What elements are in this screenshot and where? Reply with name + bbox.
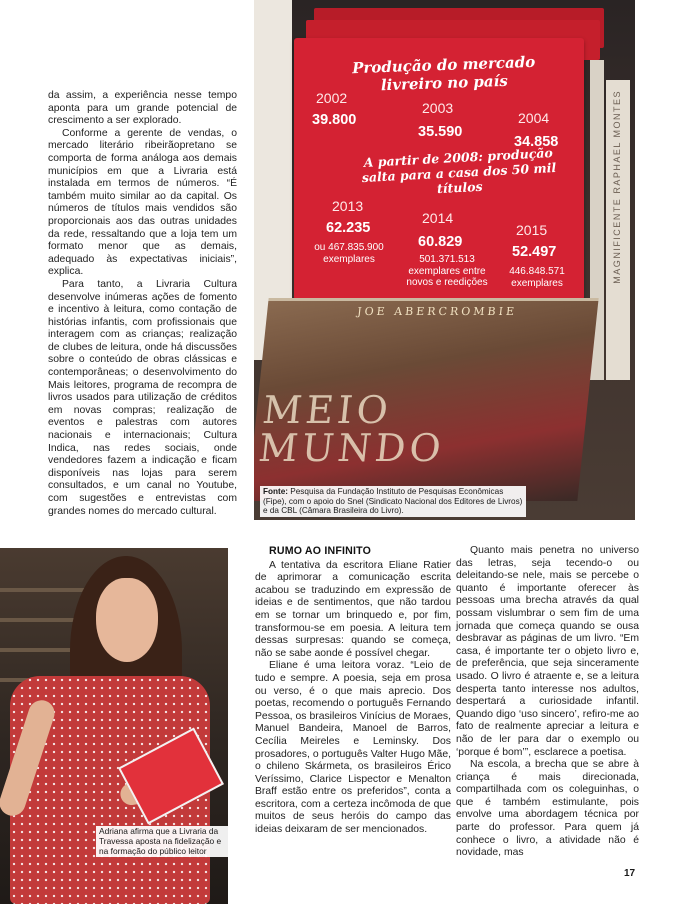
paragraph: Na escola, a brecha que se abre à criança é mais direcionada, compartilhada com os coleguinhas, o que é também estimulante, pois envolve uma abordagem técnica por parte do professor. Para quem já conhece o livro, a atividade não é novidade, mas [456,759,639,859]
infographic-panel [294,38,584,300]
spine-text: MAGNIFICENTE RAPHAEL MONTES [612,90,622,284]
infographic-caption [260,486,526,517]
section-heading: RUMO AO INFINITO [269,545,372,557]
books-infographic-photo [254,0,635,520]
infographic-title: Produção do mercado livreiro no país [351,52,536,95]
year-label: 2013 [332,198,364,214]
novel-author: JOE ABERCROMBIE [356,305,518,318]
page-number: 17 [624,868,636,879]
year-label: 2003 [422,100,454,116]
year-value: 52.497 [512,244,557,260]
novel-cover [254,298,599,501]
paragraph: A tentativa da escritora Eliane Ratier de aprimorar a comunicação escrita acabou se traduzindo em expressão de ideias e de sentimentos, que não tardou em se tornar um brinquedo e, por fim, transformou-se em poesia. A leitura tem dessas surpresas: quando se começa, não se sabe aonde é possível chegar. [255,559,451,659]
year-value: 60.829 [418,234,463,250]
caption-label: Fonte: [263,487,289,496]
book-spine [606,80,630,380]
face [96,578,158,662]
portrait-photo [0,548,228,904]
year-subtext: ou 467.835.900 exemplares [314,242,384,265]
year-value: 62.235 [326,220,371,236]
year-label: 2004 [518,110,550,126]
paragraph: Conforme a gerente de vendas, o mercado literário ribeirãopretano se comporta de forma análoga aos demais municípios em que a Livraria está instalada em termos de números. “É também muito similar ao da capital. Os números de títulos mais vendidos são proporcionais aos das outras unidades da rede, ressaltando que a loja tem um formato menor que as demais, adequado às expectativas iniciais”, explica. [48,127,237,278]
caption-text: Pesquisa da Fundação Instituto de Pesquisas Econômicas (Fipe), com o apoio do Snel (Sindicato Nacional dos Editores de Livros) e da CBL (Câmara Brasileira do Livro). [263,487,523,516]
paragraph: Quanto mais penetra no universo das letras, seja tecendo-o ou deleitando-se nele, mais se percebe o quanto é importante oferecer às pessoas uma brecha através da qual possam vislumbrar o sem fim de uma jornada que começa quando se ousa desbravar as páginas de um livro. “Em casa, é importante ter o objeto livro e, de preferência, que seja sinceramente usado. O livro é atraente e, se a leitura desperta tanto interesse nos adultos, despertará a curiosidade infantil. Quando digo ‘uso sincero’, refiro-me ao fato de realmente apreciar a leitura e não de ler para dar o exemplo ou ‘porque é bom’”, esclarece a poetisa. [456,545,639,758]
left-text-column [48,90,237,518]
novel-title: MEIO MUNDO [256,388,448,470]
paragraph: Eliane é uma leitora voraz. “Leio de tudo e sempre. A poesia, seja em prosa ou verso, é o que mais aprecio. Dos poetas, recomendo o português Fernando Pessoa, os brasileiros Vinícius de Moraes, Manuel Bandeira, Manoel de Barros, Cecília Meireles e Leminsky. Dos prosadores, o português Valter Hugo Mãe, o chileno Skármeta, os brasileiros Érico Veríssimo, Clarice Lispector e Menalton Braff estão entre os preferidos”, conta a escritora, com a certeza incômoda de que muitos de seus heróis do campo das ideias deixaram de ser mencionados. [255,660,451,836]
year-subtext: 501.371.513 exemplares entre novos e reedições [406,254,488,288]
infographic-headline: A partir de 2008: produção salta para a casa dos 50 mil títulos [361,145,557,197]
right-text-column [456,545,639,860]
paragraph: da assim, a experiência nesse tempo aponta para um grande potencial de crescimento a ser explorado. [48,90,237,127]
year-subtext: 446.848.571 exemplares [509,266,565,289]
shelf [0,588,90,592]
year-value: 35.590 [418,124,463,140]
year-label: 2014 [422,210,454,226]
year-value: 34.858 [514,134,559,150]
middle-text-column [255,545,451,837]
year-label: 2002 [316,90,348,106]
portrait-caption: Adriana afirma que a Livraria da Travessa aposta na fidelização e na formação do público leitor [96,826,228,857]
paragraph: Para tanto, a Livraria Cultura desenvolve inúmeras ações de fomento e incentivo à leitura, como contação de histórias infantis, com profissionais que interagem com as crianças; realização de clubes de leitura, onde há discussões sobre o conteúdo de obras clássicas e contemporâneas; o desenvolvimento do Mais leitores, programa de recompra de livros usados para utilização de créditos em novas compras; realização de eventos e palestras com autores nacionais e internacionais; Cultura Indica, nas redes sociais, onde vendedores fazem a indicação e ficam disponíveis nas lojas para serem consultados, e um canal no Youtube, com sugestões e entrevistas com grandes nomes do mercado cultural. [48,278,237,517]
year-label: 2015 [516,222,548,238]
year-value: 39.800 [312,112,357,128]
